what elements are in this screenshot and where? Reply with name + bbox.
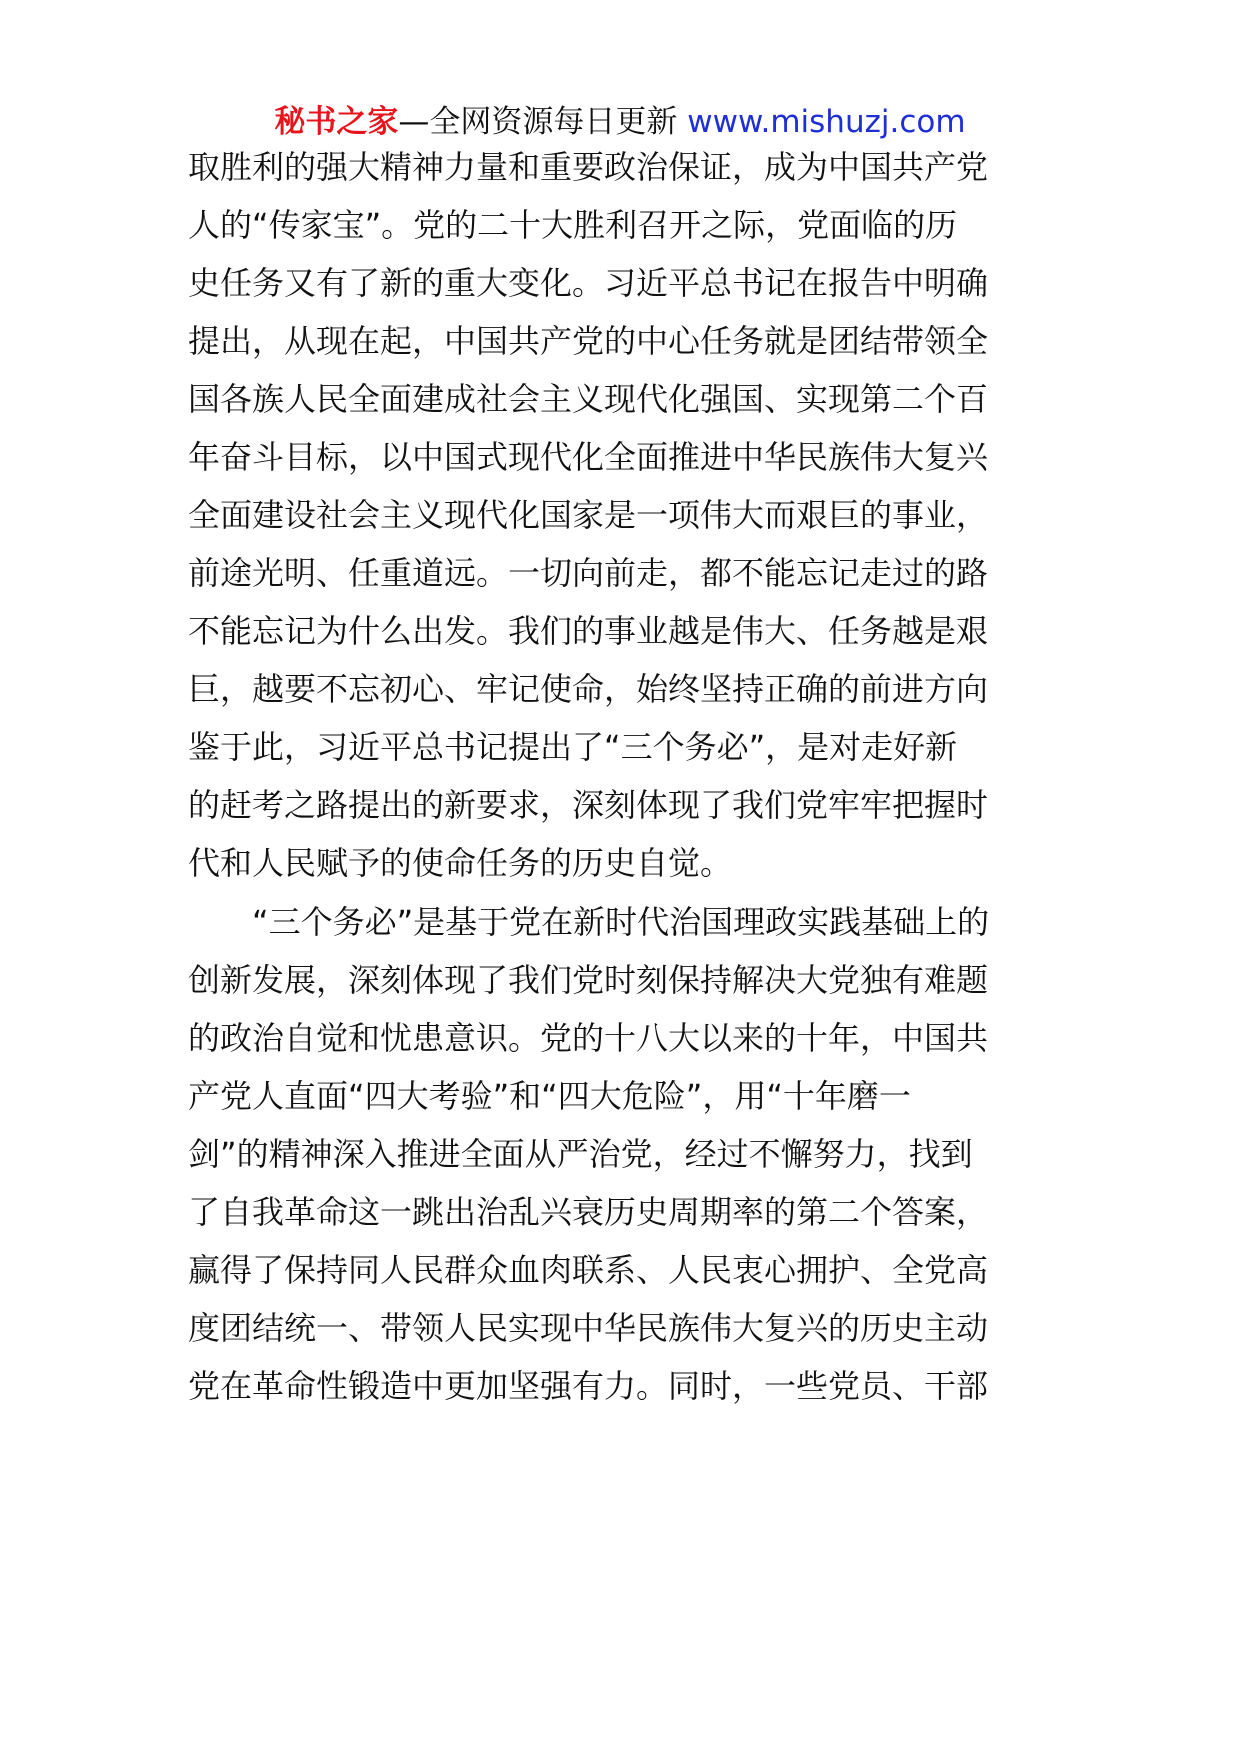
- text-line: 前途光明、任重道远。一切向前走，都不能忘记走过的路: [188, 554, 989, 592]
- text-line: 不能忘记为什么出发。我们的事业越是伟大、任务越是艰: [188, 612, 989, 650]
- text-line: 取胜利的强大精神力量和重要政治保证，成为中国共产党: [188, 148, 989, 186]
- text-line: 产党人直面“四大考验”和“四大危险”，用“十年磨一: [188, 1077, 911, 1115]
- text-line: 全面建设社会主义现代化国家是一项伟大而艰巨的事业，: [188, 496, 989, 534]
- text-line: 赢得了保持同人民群众血肉联系、人民衷心拥护、全党高: [188, 1251, 989, 1289]
- text-line: 国各族人民全面建成社会主义现代化强国、实现第二个百: [188, 380, 989, 418]
- header-tagline: —全网资源每日更新: [398, 104, 678, 140]
- site-url-link[interactable]: www.mishuzj.com: [677, 104, 966, 140]
- text-line: 巨，越要不忘初心、牢记使命，始终坚持正确的前进方向: [188, 670, 989, 708]
- text-line: 创新发展，深刻体现了我们党时刻保持解决大党独有难题: [188, 961, 989, 999]
- text-line: 党在革命性锻造中更加坚强有力。同时，一些党员、干部: [188, 1367, 989, 1405]
- text-line: 年奋斗目标，以中国式现代化全面推进中华民族伟大复兴: [188, 438, 989, 476]
- text-line: 的赶考之路提出的新要求，深刻体现了我们党牢牢把握时: [188, 786, 989, 824]
- brand-name: 秘书之家: [274, 104, 399, 140]
- text-line: 度团结统一、带领人民实现中华民族伟大复兴的历史主动: [188, 1309, 989, 1347]
- text-line: 的政治自觉和忧患意识。党的十八大以来的十年，中国共: [188, 1019, 989, 1057]
- page-header: [0, 100, 1240, 144]
- text-line: 人的“传家宝”。党的二十大胜利召开之际，党面临的历: [188, 206, 958, 244]
- text-line: 了自我革命这一跳出治乱兴衰历史周期率的第二个答案，: [188, 1193, 989, 1231]
- text-line: 提出，从现在起，中国共产党的中心任务就是团结带领全: [188, 322, 989, 360]
- text-line: 剑”的精神深入推进全面从严治党，经过不懈努力，找到: [188, 1135, 973, 1173]
- text-line: 鉴于此，习近平总书记提出了“三个务必”，是对走好新: [188, 728, 958, 766]
- text-line: 史任务又有了新的重大变化。习近平总书记在报告中明确: [188, 264, 989, 302]
- text-line: 代和人民赋予的使命任务的历史自觉。: [188, 844, 733, 882]
- paragraph-first-line: “三个务必”是基于党在新时代治国理政实践基础上的: [252, 903, 990, 941]
